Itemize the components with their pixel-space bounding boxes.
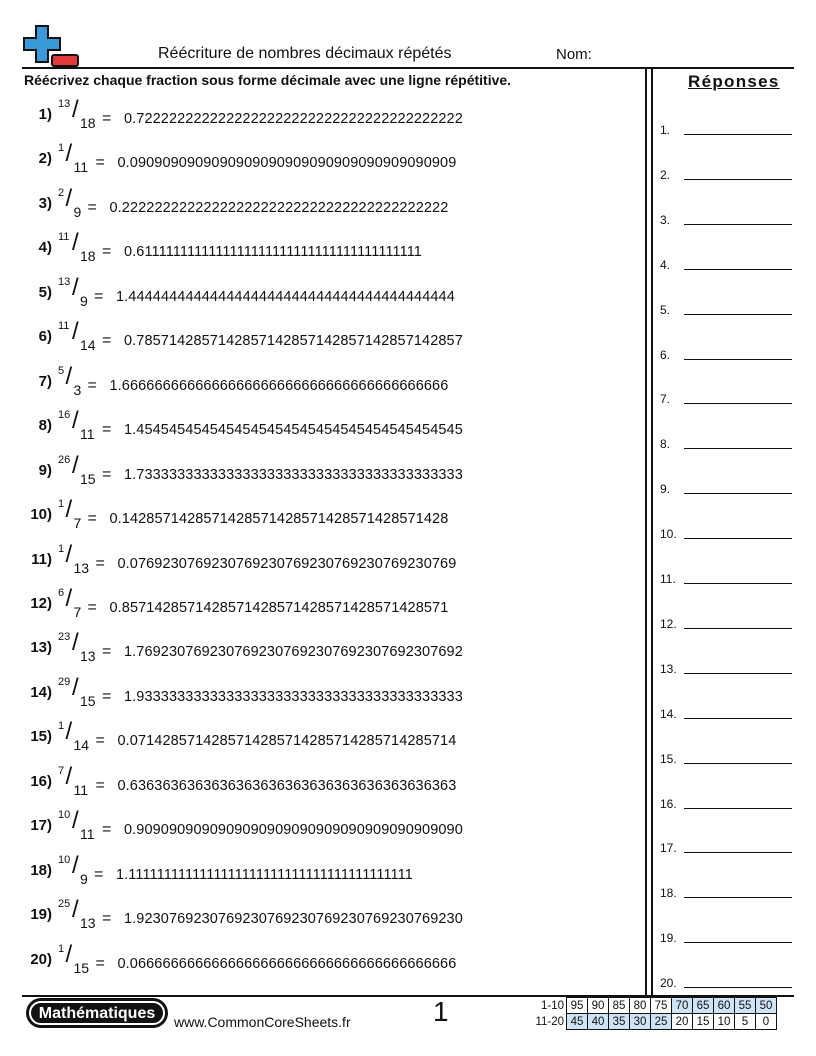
problem-row [24, 98, 624, 138]
problem-row [24, 362, 624, 405]
score-cell: 80 [630, 998, 651, 1014]
equals-sign: = [95, 154, 105, 172]
score-row [528, 998, 777, 1014]
answer-line [684, 583, 792, 584]
problem-row [24, 898, 624, 938]
score-cell: 40 [588, 1014, 609, 1030]
answer-field[interactable] [660, 522, 792, 542]
answer-label: 18. [660, 886, 677, 901]
denominator: 9 [73, 203, 82, 220]
numerator: 29 [58, 675, 71, 688]
answer-field[interactable] [660, 432, 792, 452]
answer-line [684, 808, 792, 809]
fraction-slash: / [72, 229, 79, 257]
score-cell: 0 [756, 1014, 777, 1030]
problem-number: 7) [38, 372, 52, 390]
fraction-slash: / [72, 851, 79, 879]
answer-label: 11. [660, 572, 676, 586]
score-row [528, 1014, 777, 1030]
problem-number: 18) [30, 861, 52, 879]
fraction-slash: / [72, 807, 79, 835]
subject-badge-label: Mathématiques [29, 1001, 165, 1025]
answer-line [684, 179, 792, 180]
equals-sign: = [102, 243, 112, 261]
decimal-value: 0.6111111111111111111111111111111111111111 [124, 244, 422, 261]
fraction-slash: / [65, 140, 73, 168]
numerator: 11 [58, 320, 70, 333]
problem-row [24, 409, 624, 449]
fraction-slash: / [72, 407, 79, 435]
problem-row [24, 540, 624, 583]
problem-row [24, 320, 624, 360]
denominator: 18 [80, 248, 96, 265]
problem-row [24, 273, 624, 316]
site-url: www.CommonCoreSheets.fr [174, 1014, 351, 1030]
equals-sign: = [87, 376, 97, 394]
numerator: 11 [58, 231, 70, 244]
numerator: 1 [58, 142, 65, 155]
denominator: 11 [73, 781, 89, 798]
answer-line [684, 673, 792, 674]
problem-number: 13) [30, 639, 52, 657]
equals-sign: = [95, 954, 105, 972]
decimal-value: 0.0666666666666666666666666666666666666666 [117, 955, 457, 972]
denominator: 14 [73, 737, 90, 754]
decimal-value: 0.1428571428571428571428571428571428571428 [109, 511, 449, 528]
fraction-slash: / [65, 184, 73, 212]
problem-row [24, 631, 624, 671]
denominator: 15 [80, 470, 96, 487]
equals-sign: = [95, 732, 105, 750]
answer-line [684, 942, 792, 943]
problem-number: 4) [38, 239, 52, 257]
answer-label: 9. [660, 482, 671, 497]
problem-row [24, 809, 624, 849]
problem-number: 3) [38, 194, 52, 212]
problem-number: 6) [38, 328, 52, 346]
problem-number: 2) [38, 150, 52, 168]
column-divider [645, 69, 647, 995]
answer-field[interactable] [660, 657, 792, 677]
problem-row [24, 940, 624, 983]
decimal-value: 0.8571428571428571428571428571428571428571 [109, 599, 449, 616]
answer-label: 8. [660, 437, 671, 452]
equals-sign: = [102, 421, 112, 439]
problem-row [24, 451, 624, 494]
numerator: 23 [58, 631, 71, 644]
problem-row [24, 673, 624, 716]
score-cell: 45 [567, 1014, 588, 1030]
score-cell: 30 [630, 1014, 651, 1030]
answer-label: 20. [660, 976, 677, 991]
answer-line [684, 538, 792, 539]
score-cell: 95 [567, 998, 588, 1014]
answer-label: 13. [660, 661, 677, 676]
answer-field[interactable] [660, 926, 792, 946]
score-row-label: 11-20 [535, 1015, 564, 1028]
denominator: 7 [73, 515, 82, 532]
equals-sign: = [102, 910, 112, 928]
equals-sign: = [102, 110, 112, 127]
numerator: 2 [58, 186, 65, 199]
answer-field[interactable] [660, 702, 792, 722]
answer-line [684, 897, 792, 898]
problem-row [24, 231, 624, 271]
page-title: Réécriture de nombres décimaux répétés [158, 45, 452, 62]
decimal-value: 1.7333333333333333333333333333333333333333 [124, 466, 463, 483]
problem-number: 12) [30, 594, 52, 612]
decimal-value: 1.9333333333333333333333333333333333333333 [124, 688, 463, 705]
answer-line [684, 852, 792, 853]
fraction-slash: / [72, 96, 79, 123]
numerator: 10 [58, 809, 71, 822]
answer-field[interactable] [660, 567, 792, 587]
problem-number: 11) [31, 550, 52, 568]
denominator: 9 [80, 870, 88, 887]
answer-field[interactable] [660, 387, 792, 407]
numerator: 5 [58, 364, 65, 377]
answer-field[interactable] [660, 118, 792, 138]
answer-field[interactable] [660, 298, 792, 318]
answer-line [684, 314, 792, 315]
score-cell: 50 [756, 998, 777, 1014]
answer-line [684, 269, 792, 270]
score-cell: 20 [672, 1014, 693, 1030]
numerator: 10 [58, 853, 71, 866]
equals-sign: = [102, 643, 112, 661]
decimal-value: 1.4444444444444444444444444444444444444444 [116, 288, 455, 305]
denominator: 13 [73, 559, 90, 576]
equals-sign: = [102, 687, 112, 705]
denominator: 18 [80, 115, 96, 131]
fraction-slash: / [72, 673, 79, 701]
answer-line [684, 403, 792, 404]
answer-field[interactable] [660, 836, 792, 856]
denominator: 14 [80, 337, 96, 354]
denominator: 15 [80, 692, 96, 709]
decimal-value: 0.0909090909090909090909090909090909090909 [117, 155, 457, 172]
problem-row [24, 184, 624, 227]
equals-sign: = [102, 821, 112, 839]
denominator: 3 [73, 381, 82, 398]
plus-minus-logo-icon [22, 24, 80, 68]
fraction-slash: / [72, 273, 79, 301]
problem-row [24, 720, 624, 760]
equals-sign: = [94, 865, 104, 883]
answer-field[interactable] [660, 208, 792, 228]
numerator: 26 [58, 453, 71, 466]
denominator: 11 [80, 426, 95, 443]
problem-number: 19) [30, 906, 52, 924]
fraction-slash: / [65, 540, 73, 568]
answer-line [684, 763, 792, 764]
numerator: 25 [58, 898, 71, 911]
equals-sign: = [87, 598, 97, 616]
equals-sign: = [94, 287, 104, 305]
problem-row [24, 142, 624, 182]
problem-number: 16) [30, 772, 52, 790]
answer-field[interactable] [660, 343, 792, 363]
score-cell: 85 [609, 998, 630, 1014]
problem-number: 20) [30, 950, 52, 968]
decimal-value: 0.0769230769230769230769230769230769230769 [117, 555, 457, 572]
score-table [528, 997, 777, 1030]
numerator: 1 [58, 542, 65, 555]
score-cell: 60 [714, 998, 735, 1014]
decimal-value: 0.2222222222222222222222222222222222222222 [109, 199, 449, 216]
decimal-value: 1.4545454545454545454545454545454545454545 [124, 422, 463, 439]
answer-label: 15. [660, 751, 677, 766]
fraction-slash: / [65, 762, 73, 790]
fraction-slash: / [72, 896, 79, 924]
header-rule [22, 67, 794, 69]
answer-label: 5. [660, 302, 671, 317]
equals-sign: = [95, 776, 105, 794]
equals-sign: = [102, 332, 112, 350]
fraction-slash: / [65, 718, 73, 746]
subject-badge [26, 998, 168, 1028]
decimal-value: 1.6666666666666666666666666666666666666666 [109, 377, 449, 394]
problem-number: 14) [30, 683, 52, 701]
numerator: 16 [58, 409, 71, 422]
equals-sign: = [87, 510, 97, 528]
score-row-label: 1-10 [540, 999, 564, 1012]
answer-label: 4. [660, 257, 671, 272]
problem-number: 15) [30, 728, 52, 746]
numerator: 1 [58, 942, 65, 955]
fraction-slash: / [72, 451, 79, 479]
equals-sign: = [95, 554, 105, 572]
column-divider [651, 69, 653, 995]
answer-line [684, 448, 792, 449]
decimal-value: 0.6363636363636363636363636363636363636363 [117, 777, 457, 794]
problem-row [24, 498, 624, 538]
problem-number: 5) [38, 283, 52, 301]
numerator: 13 [58, 275, 71, 288]
score-cell: 10 [714, 1014, 735, 1030]
decimal-value: 1.7692307692307692307692307692307692307692 [124, 644, 463, 661]
answer-label: 3. [660, 212, 671, 227]
numerator: 1 [58, 720, 65, 733]
problem-number: 9) [38, 461, 52, 479]
answer-label: 6. [660, 347, 671, 362]
equals-sign: = [87, 198, 97, 216]
answer-label: 12. [660, 616, 677, 631]
score-cell: 65 [693, 998, 714, 1014]
answer-field[interactable] [660, 747, 792, 767]
problem-number: 10) [30, 506, 52, 524]
answer-label: 2. [660, 167, 671, 182]
score-cell: 90 [588, 998, 609, 1014]
page-number: 1 [433, 996, 449, 1027]
fraction-slash: / [72, 318, 79, 346]
numerator: 1 [58, 498, 65, 511]
denominator: 13 [80, 915, 96, 932]
denominator: 15 [73, 959, 90, 976]
problem-number: 1) [38, 106, 52, 123]
decimal-value: 0.9090909090909090909090909090909090909090 [124, 822, 463, 839]
problem-row [24, 584, 624, 627]
answer-field[interactable] [660, 612, 792, 632]
answer-label: 7. [660, 392, 671, 407]
answers-title: Réponses [688, 72, 780, 91]
name-label: Nom: [556, 46, 592, 63]
answer-line [684, 493, 792, 494]
score-cell: 15 [693, 1014, 714, 1030]
answer-field[interactable] [660, 792, 792, 812]
fraction-slash: / [65, 362, 73, 390]
answer-field[interactable] [660, 881, 792, 901]
problem-number: 8) [38, 417, 52, 435]
score-cell: 75 [651, 998, 672, 1014]
score-cell: 35 [609, 1014, 630, 1030]
answer-label: 14. [660, 706, 677, 721]
denominator: 11 [80, 826, 95, 843]
fraction-slash: / [72, 629, 79, 657]
denominator: 11 [73, 159, 89, 176]
score-cell: 70 [672, 998, 693, 1014]
answer-line [684, 224, 792, 225]
numerator: 6 [58, 586, 65, 599]
problem-row [24, 851, 624, 894]
answer-label: 10. [660, 527, 677, 542]
instructions: Réécrivez chaque fraction sous forme décimale avec une ligne répétitive. [24, 72, 512, 88]
score-cell: 55 [735, 998, 756, 1014]
decimal-value: 0.7222222222222222222222222222222222222222 [124, 111, 463, 127]
denominator: 13 [80, 648, 96, 665]
answer-field[interactable] [660, 971, 792, 991]
decimal-value: 0.7857142857142857142857142857142857142857 [124, 333, 463, 350]
denominator: 7 [73, 603, 82, 620]
problem-row [24, 762, 624, 805]
numerator: 7 [58, 764, 65, 777]
score-cell: 5 [735, 1014, 756, 1030]
fraction-slash: / [65, 584, 73, 612]
answer-label: 1. [660, 123, 671, 137]
answer-label: 19. [660, 931, 677, 946]
problem-number: 17) [30, 817, 52, 835]
answer-field[interactable] [660, 477, 792, 497]
answer-field[interactable] [660, 253, 792, 273]
fraction-slash: / [65, 496, 73, 524]
answer-line [684, 987, 792, 988]
decimal-value: 1.1111111111111111111111111111111111111111 [116, 866, 413, 883]
decimal-value: 1.9230769230769230769230769230769230769230 [124, 911, 463, 928]
answer-label: 16. [660, 796, 677, 811]
fraction-slash: / [65, 940, 73, 968]
answer-field[interactable] [660, 163, 792, 183]
answer-label: 17. [660, 841, 677, 856]
numerator: 13 [58, 98, 71, 110]
score-cell: 25 [651, 1014, 672, 1030]
denominator: 9 [80, 292, 88, 309]
answer-line [684, 359, 792, 360]
decimal-value: 0.0714285714285714285714285714285714285714 [117, 733, 457, 750]
answer-line [684, 134, 792, 135]
answer-line [684, 718, 792, 719]
equals-sign: = [102, 465, 112, 483]
answer-line [684, 628, 792, 629]
